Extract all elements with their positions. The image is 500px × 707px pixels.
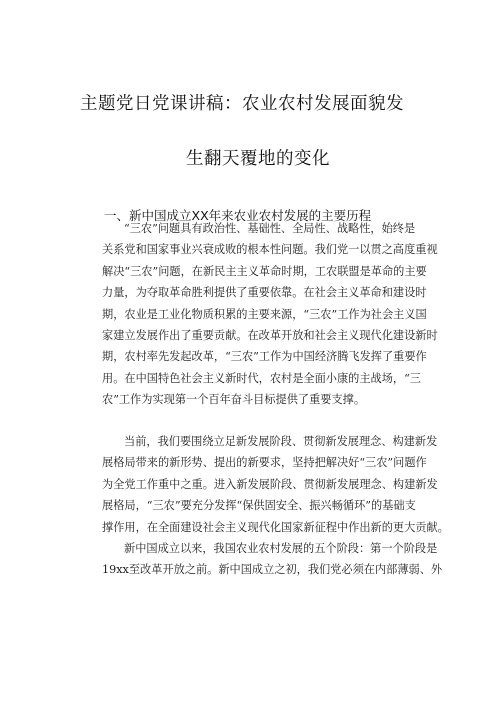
paragraph-line: 展格局带来的新形势、提出的新要求，坚持把解决好“三农”问题作 (102, 456, 427, 470)
paragraph-line: 农”工作为实现第一个百年奋斗目标提供了重要支撑。 (102, 393, 366, 407)
paragraph-line: 新中国成立以来，我国农业农村发展的五个阶段：第一个阶段是 (124, 542, 438, 555)
paragraph-line: 19xx至改革开放之前。新中国成立之初，我们党必须在内部薄弱、外 (102, 563, 443, 577)
paragraph-line: 撑作用，在全面建设社会主义现代化国家新征程中作出新的更大贡献。 (102, 520, 449, 534)
paragraph-3 (102, 538, 443, 581)
section-heading: 一、新中国成立XX年来农业农村发展的主要历程 (104, 208, 372, 223)
paragraph-line: 力量，为夺取革命胜利提供了重要依靠。在社会主义革命和建设时 (102, 286, 427, 300)
paragraph-line: “三农”问题具有政治性、基础性、全局性、战略性，始终是 (124, 222, 416, 235)
paragraph-line: 期，农业是工业化物质积累的主要来源，“三农”工作为社会主义国 (102, 307, 427, 321)
paragraph-line: 当前，我们要围绕立足新发展阶段、贯彻新发展理念、构建新发 (124, 435, 438, 448)
paragraph-line: 用。在中国特色社会主义新时代，农村是全面小康的主战场，“三 (102, 371, 421, 385)
paragraph-line: 展格局，“三农”要充分发挥“保供固安全、振兴畅循环”的基础支 (102, 499, 416, 513)
document-title-line-2: 生翻天覆地的变化 (186, 149, 330, 169)
paragraph-line: 为全党工作重中之重。进入新发展阶段、贯彻新发展理念、构建新发 (102, 477, 438, 491)
paragraph-1 (102, 218, 438, 411)
paragraph-line: 家建立发展作出了重要贡献。在改革开放和社会主义现代化建设新时 (102, 328, 438, 342)
document-title-line-1: 主题党日党课讲稿：农业农村发展面貌发 (80, 94, 404, 114)
paragraph-2 (102, 431, 449, 538)
paragraph-line: 期，农村率先发起改革，“三农”工作为中国经济腾飞发挥了重要作 (102, 350, 427, 364)
paragraph-line: 解决“三农”问题，在新民主主义革命时期，工农联盟是革命的主要 (102, 264, 427, 278)
paragraph-line: 关系党和国家事业兴衰成败的根本性问题。我们党一以贯之高度重视 (102, 243, 438, 257)
